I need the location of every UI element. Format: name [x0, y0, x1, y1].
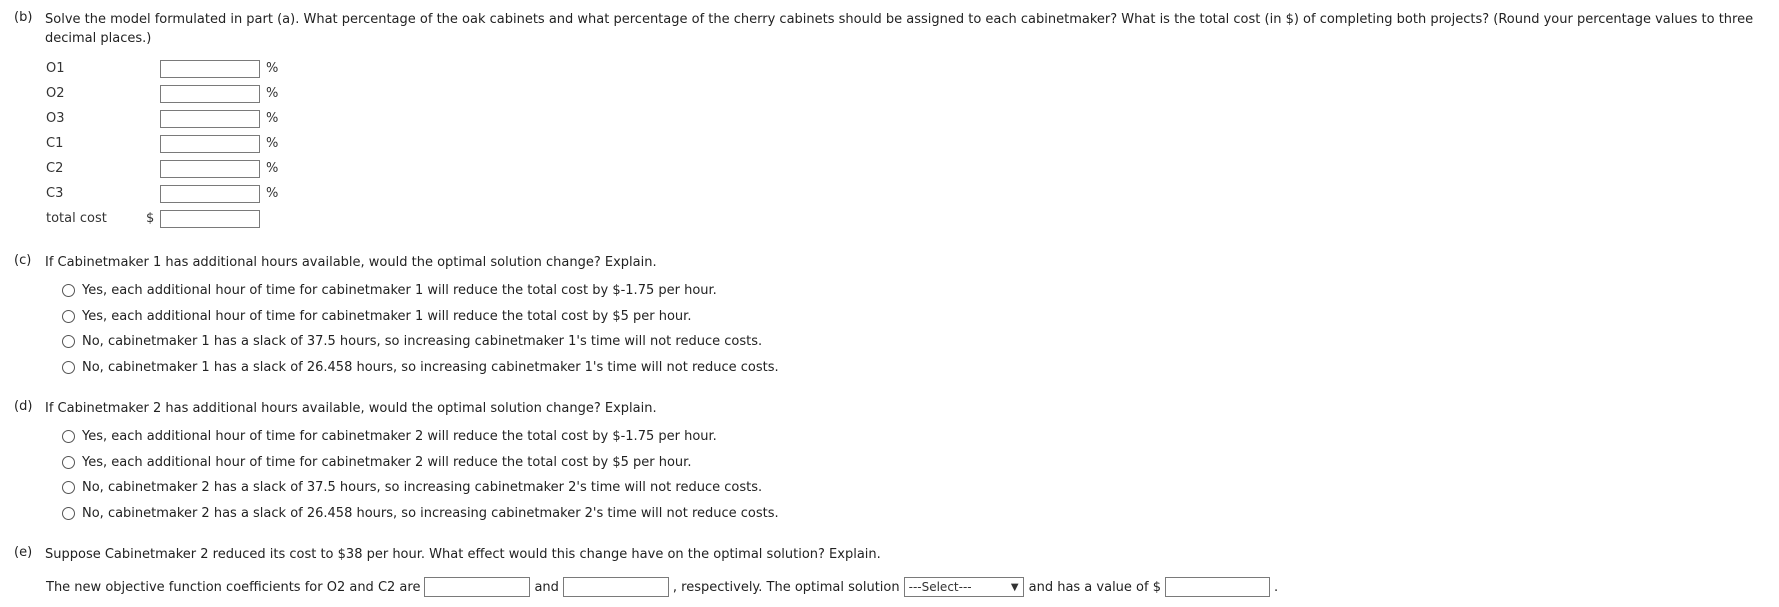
- part-d-tag: (d): [14, 399, 33, 414]
- part-e-question: Suppose Cabinetmaker 2 reduced its cost to $38 per hour. What effect would this change have on the optimal solution? Explain.: [45, 547, 881, 562]
- label-total-cost: total cost: [46, 211, 107, 226]
- c2-input[interactable]: [160, 160, 260, 178]
- part-e-answer-line: [46, 577, 1774, 597]
- label-c1: C1: [46, 136, 64, 151]
- part-c-option-2[interactable]: [62, 304, 1774, 330]
- c2-coefficient-input[interactable]: [563, 577, 669, 597]
- objective-value-input[interactable]: [1165, 577, 1270, 597]
- radio-button[interactable]: [62, 456, 75, 469]
- option-label: Yes, each additional hour of time for cabinetmaker 1 will reduce the total cost by $5 per hour.: [82, 308, 692, 324]
- part-c-option-3[interactable]: [62, 329, 1774, 355]
- o1-input[interactable]: [160, 60, 260, 78]
- option-label: Yes, each additional hour of time for cabinetmaker 2 will reduce the total cost by $-1.75 per hour.: [82, 429, 717, 445]
- c1-input[interactable]: [160, 135, 260, 153]
- part-e-text-3: , respectively. The optimal solution: [672, 579, 900, 595]
- row-total-cost: [46, 206, 1774, 231]
- percent-unit: %: [266, 111, 279, 126]
- row-c3: [46, 181, 1774, 206]
- dollar-unit: $: [146, 211, 155, 226]
- label-o3: O3: [46, 111, 65, 126]
- part-b-answer-grid: [46, 56, 1774, 231]
- total-cost-input[interactable]: [160, 210, 260, 228]
- chevron-down-icon: ▼: [1010, 581, 1019, 593]
- part-c-tag: (c): [14, 253, 32, 268]
- radio-button[interactable]: [62, 284, 75, 297]
- o2-input[interactable]: [160, 85, 260, 103]
- label-o2: O2: [46, 86, 65, 101]
- part-e-tag: (e): [14, 545, 33, 560]
- part-e-text-1: The new objective function coefficients for O2 and C2 are: [46, 579, 421, 595]
- percent-unit: %: [266, 86, 279, 101]
- part-c-options: [62, 278, 1774, 380]
- row-c2: [46, 156, 1774, 181]
- percent-unit: %: [266, 161, 279, 176]
- optimal-solution-select[interactable]: [904, 577, 1024, 597]
- option-label: No, cabinetmaker 1 has a slack of 26.458 hours, so increasing cabinetmaker 1's time will not reduce costs.: [82, 359, 779, 375]
- o3-input[interactable]: [160, 110, 260, 128]
- label-c3: C3: [46, 186, 64, 201]
- option-label: No, cabinetmaker 2 has a slack of 26.458 hours, so increasing cabinetmaker 2's time will not reduce costs.: [82, 505, 779, 521]
- radio-button[interactable]: [62, 430, 75, 443]
- part-e-text-5: .: [1273, 579, 1279, 595]
- part-d-option-4[interactable]: [62, 501, 1774, 527]
- label-o1: O1: [46, 61, 65, 76]
- radio-button[interactable]: [62, 481, 75, 494]
- part-d-options: [62, 424, 1774, 526]
- part-d: [14, 399, 1774, 526]
- radio-button[interactable]: [62, 335, 75, 348]
- part-c: [14, 253, 1774, 380]
- part-c-option-4[interactable]: [62, 355, 1774, 381]
- part-b: [14, 10, 1774, 231]
- percent-unit: %: [266, 136, 279, 151]
- row-o1: [46, 56, 1774, 81]
- option-label: Yes, each additional hour of time for cabinetmaker 1 will reduce the total cost by $-1.75 per hour.: [82, 283, 717, 299]
- part-d-option-3[interactable]: [62, 475, 1774, 501]
- part-d-question: If Cabinetmaker 2 has additional hours available, would the optimal solution change? Explain.: [45, 401, 657, 416]
- part-c-question: If Cabinetmaker 1 has additional hours available, would the optimal solution change? Explain.: [45, 255, 657, 270]
- part-e-text-2: and: [534, 579, 559, 595]
- option-label: No, cabinetmaker 1 has a slack of 37.5 hours, so increasing cabinetmaker 1's time will not reduce costs.: [82, 334, 763, 350]
- percent-unit: %: [266, 186, 279, 201]
- percent-unit: %: [266, 61, 279, 76]
- select-value: ---Select---: [908, 580, 972, 594]
- part-d-option-1[interactable]: [62, 424, 1774, 450]
- radio-button[interactable]: [62, 361, 75, 374]
- radio-button[interactable]: [62, 507, 75, 520]
- option-label: No, cabinetmaker 2 has a slack of 37.5 hours, so increasing cabinetmaker 2's time will not reduce costs.: [82, 480, 763, 496]
- part-b-question: Solve the model formulated in part (a). What percentage of the oak cabinets and what percentage of the cherry cabinets should be assigned to each cabinetmaker? What is the total cost (in $) of completing both projects? (Round your percentage values to three decimal places.): [45, 12, 1754, 46]
- radio-button[interactable]: [62, 310, 75, 323]
- part-e: [14, 545, 1774, 597]
- row-c1: [46, 131, 1774, 156]
- o2-coefficient-input[interactable]: [424, 577, 530, 597]
- row-o2: [46, 81, 1774, 106]
- part-d-option-2[interactable]: [62, 450, 1774, 476]
- option-label: Yes, each additional hour of time for cabinetmaker 2 will reduce the total cost by $5 per hour.: [82, 454, 692, 470]
- row-o3: [46, 106, 1774, 131]
- label-c2: C2: [46, 161, 64, 176]
- c3-input[interactable]: [160, 185, 260, 203]
- part-e-text-4: and has a value of $: [1028, 579, 1161, 595]
- part-c-option-1[interactable]: [62, 278, 1774, 304]
- part-b-tag: (b): [14, 10, 33, 25]
